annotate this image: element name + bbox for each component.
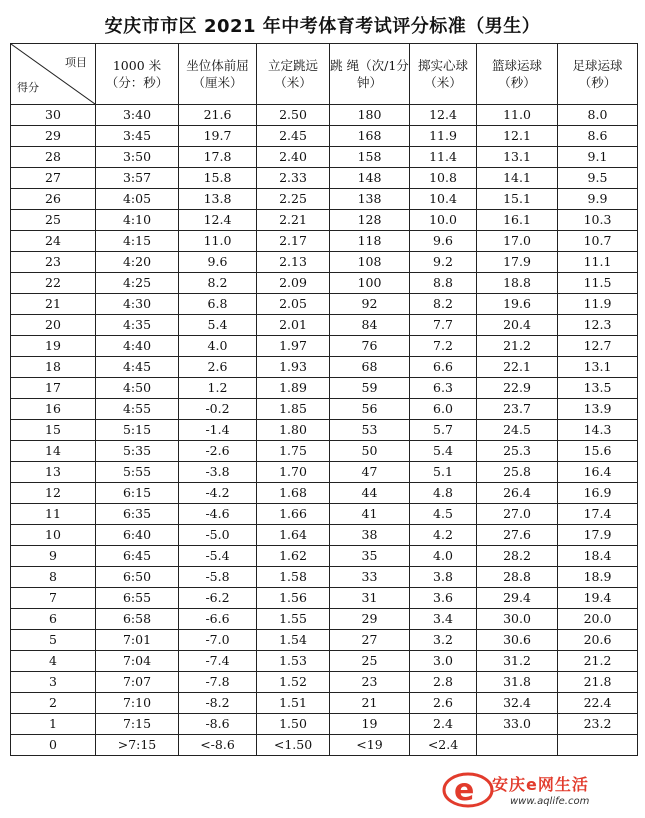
table-cell: 26.4 xyxy=(477,483,558,504)
table-cell: 9.2 xyxy=(410,252,477,273)
table-cell: 6.0 xyxy=(410,399,477,420)
table-cell: 50 xyxy=(330,441,410,462)
table-cell: 1.2 xyxy=(179,378,257,399)
table-cell: -1.4 xyxy=(179,420,257,441)
table-cell: 7:10 xyxy=(96,693,179,714)
table-cell: 11.9 xyxy=(558,294,638,315)
table-row xyxy=(11,735,638,756)
table-cell: 5.1 xyxy=(410,462,477,483)
table-cell: 13.9 xyxy=(558,399,638,420)
score-cell: 21 xyxy=(11,294,96,315)
table-cell: 25.3 xyxy=(477,441,558,462)
table-cell: 7:01 xyxy=(96,630,179,651)
header-row xyxy=(11,44,638,105)
table-cell: 3:57 xyxy=(96,168,179,189)
table-cell: 100 xyxy=(330,273,410,294)
column-header: 坐位体前屈（厘米） xyxy=(179,44,257,105)
table-cell: 4:05 xyxy=(96,189,179,210)
table-cell: 7:07 xyxy=(96,672,179,693)
table-cell: 44 xyxy=(330,483,410,504)
table-cell: 11.0 xyxy=(179,231,257,252)
table-cell: -0.2 xyxy=(179,399,257,420)
table-cell: 22.4 xyxy=(558,693,638,714)
table-cell: 2.17 xyxy=(257,231,330,252)
score-cell: 25 xyxy=(11,210,96,231)
table-cell: 1.75 xyxy=(257,441,330,462)
table-cell: 1.80 xyxy=(257,420,330,441)
table-cell: 1.52 xyxy=(257,672,330,693)
table-cell: 1.62 xyxy=(257,546,330,567)
table-cell: 13.5 xyxy=(558,378,638,399)
table-cell: 11.4 xyxy=(410,147,477,168)
table-cell: 1.56 xyxy=(257,588,330,609)
table-cell: -5.4 xyxy=(179,546,257,567)
score-cell: 3 xyxy=(11,672,96,693)
table-row xyxy=(11,630,638,651)
table-row xyxy=(11,315,638,336)
table-cell: 180 xyxy=(330,105,410,126)
table-cell: 1.53 xyxy=(257,651,330,672)
table-row xyxy=(11,399,638,420)
table-row xyxy=(11,567,638,588)
table-cell: 31 xyxy=(330,588,410,609)
table-cell: 118 xyxy=(330,231,410,252)
table-cell: 17.9 xyxy=(477,252,558,273)
table-cell: 3.2 xyxy=(410,630,477,651)
table-row xyxy=(11,693,638,714)
table-cell: 27.6 xyxy=(477,525,558,546)
table-cell: 21.6 xyxy=(179,105,257,126)
table-cell: 19 xyxy=(330,714,410,735)
table-cell: 13.1 xyxy=(477,147,558,168)
table-cell: 4:50 xyxy=(96,378,179,399)
table-cell: 21.2 xyxy=(477,336,558,357)
table-cell: 20.6 xyxy=(558,630,638,651)
table-row xyxy=(11,231,638,252)
table-cell: 4:40 xyxy=(96,336,179,357)
table-row xyxy=(11,483,638,504)
table-cell: 6:55 xyxy=(96,588,179,609)
table-cell: 11.1 xyxy=(558,252,638,273)
table-cell: 9.5 xyxy=(558,168,638,189)
table-cell: 19.6 xyxy=(477,294,558,315)
score-cell: 19 xyxy=(11,336,96,357)
column-header: 篮球运球（秒） xyxy=(477,44,558,105)
table-cell: 5.4 xyxy=(410,441,477,462)
table-cell: 18.4 xyxy=(558,546,638,567)
score-cell: 14 xyxy=(11,441,96,462)
table-cell: 5:15 xyxy=(96,420,179,441)
table-cell: -4.2 xyxy=(179,483,257,504)
table-cell: 31.8 xyxy=(477,672,558,693)
table-cell: 32.4 xyxy=(477,693,558,714)
table-cell: 2.50 xyxy=(257,105,330,126)
table-cell: -6.2 xyxy=(179,588,257,609)
score-cell: 8 xyxy=(11,567,96,588)
table-cell: 30.0 xyxy=(477,609,558,630)
score-cell: 2 xyxy=(11,693,96,714)
score-cell: 30 xyxy=(11,105,96,126)
table-cell: 1.54 xyxy=(257,630,330,651)
table-cell: -5.8 xyxy=(179,567,257,588)
table-row xyxy=(11,168,638,189)
table-cell: 12.7 xyxy=(558,336,638,357)
table-cell: >7:15 xyxy=(96,735,179,756)
table-cell: 11.0 xyxy=(477,105,558,126)
watermark-logo xyxy=(440,764,640,814)
table-row xyxy=(11,420,638,441)
table-cell: 56 xyxy=(330,399,410,420)
table-cell: 21 xyxy=(330,693,410,714)
table-cell: -7.4 xyxy=(179,651,257,672)
table-row xyxy=(11,294,638,315)
table-row xyxy=(11,672,638,693)
table-cell: 27.0 xyxy=(477,504,558,525)
table-cell: 47 xyxy=(330,462,410,483)
table-cell: 24.5 xyxy=(477,420,558,441)
table-cell: 23.7 xyxy=(477,399,558,420)
table-cell: 9.6 xyxy=(410,231,477,252)
score-cell: 6 xyxy=(11,609,96,630)
table-row xyxy=(11,546,638,567)
watermark-text: 安庆e网生活 xyxy=(492,775,589,794)
table-cell: 1.70 xyxy=(257,462,330,483)
table-cell: 28.2 xyxy=(477,546,558,567)
table-row xyxy=(11,588,638,609)
table-cell: 41 xyxy=(330,504,410,525)
table-row xyxy=(11,504,638,525)
table-row xyxy=(11,336,638,357)
table-row xyxy=(11,525,638,546)
table-cell: 1.97 xyxy=(257,336,330,357)
table-cell: 15.8 xyxy=(179,168,257,189)
table-cell: 3.0 xyxy=(410,651,477,672)
table-cell: 138 xyxy=(330,189,410,210)
table-cell: -7.8 xyxy=(179,672,257,693)
table-cell: 6:50 xyxy=(96,567,179,588)
table-cell: 4.8 xyxy=(410,483,477,504)
table-cell: 92 xyxy=(330,294,410,315)
score-cell: 5 xyxy=(11,630,96,651)
table-cell: 1.93 xyxy=(257,357,330,378)
table-row xyxy=(11,357,638,378)
table-cell: 15.1 xyxy=(477,189,558,210)
table-cell: 10.8 xyxy=(410,168,477,189)
score-cell: 9 xyxy=(11,546,96,567)
table-cell: 4.5 xyxy=(410,504,477,525)
table-cell: 8.2 xyxy=(179,273,257,294)
table-cell: 35 xyxy=(330,546,410,567)
table-row xyxy=(11,378,638,399)
table-cell: 84 xyxy=(330,315,410,336)
table-cell xyxy=(558,735,638,756)
score-cell: 7 xyxy=(11,588,96,609)
table-cell: -6.6 xyxy=(179,609,257,630)
table-cell: <19 xyxy=(330,735,410,756)
table-cell: 4:45 xyxy=(96,357,179,378)
table-cell: 20.4 xyxy=(477,315,558,336)
table-cell: 7.2 xyxy=(410,336,477,357)
table-cell: 8.6 xyxy=(558,126,638,147)
score-cell: 27 xyxy=(11,168,96,189)
table-cell: -3.8 xyxy=(179,462,257,483)
watermark-url: www.aqlife.com xyxy=(510,796,590,807)
corner-header-cell xyxy=(11,44,96,105)
table-row xyxy=(11,651,638,672)
table-cell: 6.8 xyxy=(179,294,257,315)
score-cell: 18 xyxy=(11,357,96,378)
table-cell: 9.9 xyxy=(558,189,638,210)
table-cell: 25 xyxy=(330,651,410,672)
score-cell: 16 xyxy=(11,399,96,420)
table-cell: 18.8 xyxy=(477,273,558,294)
table-cell: 9.1 xyxy=(558,147,638,168)
table-cell: 2.6 xyxy=(179,357,257,378)
table-row xyxy=(11,210,638,231)
table-cell: 2.21 xyxy=(257,210,330,231)
table-cell: 6:40 xyxy=(96,525,179,546)
table-cell: 7.7 xyxy=(410,315,477,336)
table-cell: 4:10 xyxy=(96,210,179,231)
column-header: 掷实心球（米） xyxy=(410,44,477,105)
table-cell: 6:15 xyxy=(96,483,179,504)
table-cell: 1.55 xyxy=(257,609,330,630)
table-cell: 7:15 xyxy=(96,714,179,735)
table-cell: 4:30 xyxy=(96,294,179,315)
score-cell: 22 xyxy=(11,273,96,294)
table-cell: 12.4 xyxy=(179,210,257,231)
table-cell: 53 xyxy=(330,420,410,441)
table-cell: 158 xyxy=(330,147,410,168)
table-cell: 11.5 xyxy=(558,273,638,294)
table-cell: 2.45 xyxy=(257,126,330,147)
table-cell: 18.9 xyxy=(558,567,638,588)
table-cell: 12.3 xyxy=(558,315,638,336)
score-cell: 29 xyxy=(11,126,96,147)
table-cell: <2.4 xyxy=(410,735,477,756)
table-row xyxy=(11,189,638,210)
table-cell: 15.6 xyxy=(558,441,638,462)
table-cell: 6:35 xyxy=(96,504,179,525)
score-cell: 12 xyxy=(11,483,96,504)
table-cell: 1.58 xyxy=(257,567,330,588)
column-header: 足球运球（秒） xyxy=(558,44,638,105)
table-cell: 16.1 xyxy=(477,210,558,231)
table-cell: 22.1 xyxy=(477,357,558,378)
table-cell: 12.1 xyxy=(477,126,558,147)
table-cell: 21.2 xyxy=(558,651,638,672)
table-cell: 10.3 xyxy=(558,210,638,231)
table-cell: 4:25 xyxy=(96,273,179,294)
table-cell: 2.8 xyxy=(410,672,477,693)
column-header: 1000 米（分：秒） xyxy=(96,44,179,105)
table-cell: -8.2 xyxy=(179,693,257,714)
table-row xyxy=(11,105,638,126)
table-cell: 25.8 xyxy=(477,462,558,483)
svg-text:e: e xyxy=(454,773,475,808)
table-cell: 1.51 xyxy=(257,693,330,714)
table-cell: 17.8 xyxy=(179,147,257,168)
table-cell: 38 xyxy=(330,525,410,546)
table-cell: 76 xyxy=(330,336,410,357)
table-cell: 9.6 xyxy=(179,252,257,273)
table-row xyxy=(11,462,638,483)
table-cell: 4:35 xyxy=(96,315,179,336)
table-cell: 23.2 xyxy=(558,714,638,735)
score-cell: 0 xyxy=(11,735,96,756)
table-cell: 1.68 xyxy=(257,483,330,504)
table-cell: 3:45 xyxy=(96,126,179,147)
table-cell: 4.2 xyxy=(410,525,477,546)
corner-score-label: 得分 xyxy=(17,81,39,94)
table-cell: 2.09 xyxy=(257,273,330,294)
table-cell: 33 xyxy=(330,567,410,588)
table-cell: 2.40 xyxy=(257,147,330,168)
table-cell: 16.9 xyxy=(558,483,638,504)
score-cell: 15 xyxy=(11,420,96,441)
table-cell: -7.0 xyxy=(179,630,257,651)
table-cell: 2.4 xyxy=(410,714,477,735)
table-row xyxy=(11,609,638,630)
table-cell: 6.6 xyxy=(410,357,477,378)
table-cell: 5.4 xyxy=(179,315,257,336)
score-cell: 28 xyxy=(11,147,96,168)
table-cell: 5:35 xyxy=(96,441,179,462)
e-logo-icon xyxy=(440,764,500,814)
table-cell: 2.33 xyxy=(257,168,330,189)
table-cell: 29 xyxy=(330,609,410,630)
table-row xyxy=(11,714,638,735)
score-cell: 23 xyxy=(11,252,96,273)
table-cell: <1.50 xyxy=(257,735,330,756)
corner-item-label: 项目 xyxy=(65,56,87,69)
table-cell: 4:15 xyxy=(96,231,179,252)
table-cell: 10.0 xyxy=(410,210,477,231)
table-cell: 3.4 xyxy=(410,609,477,630)
table-cell: 17.9 xyxy=(558,525,638,546)
table-row xyxy=(11,441,638,462)
table-cell: 2.25 xyxy=(257,189,330,210)
table-cell: 168 xyxy=(330,126,410,147)
table-cell: 20.0 xyxy=(558,609,638,630)
table-cell: 6:58 xyxy=(96,609,179,630)
table-cell: 3.8 xyxy=(410,567,477,588)
column-header: 跳 绳（次/1分钟） xyxy=(330,44,410,105)
table-cell: -4.6 xyxy=(179,504,257,525)
table-cell: 108 xyxy=(330,252,410,273)
table-row xyxy=(11,126,638,147)
table-cell: 12.4 xyxy=(410,105,477,126)
table-cell: 4.0 xyxy=(179,336,257,357)
table-cell: 1.64 xyxy=(257,525,330,546)
score-cell: 17 xyxy=(11,378,96,399)
table-cell: 148 xyxy=(330,168,410,189)
table-cell: 6.3 xyxy=(410,378,477,399)
table-cell: 8.8 xyxy=(410,273,477,294)
table-cell: 1.66 xyxy=(257,504,330,525)
table-cell: 16.4 xyxy=(558,462,638,483)
column-header: 立定跳远（米） xyxy=(257,44,330,105)
table-cell: 33.0 xyxy=(477,714,558,735)
table-cell: 6:45 xyxy=(96,546,179,567)
table-cell: -5.0 xyxy=(179,525,257,546)
table-cell xyxy=(477,735,558,756)
table-cell: 31.2 xyxy=(477,651,558,672)
table-cell: 1.85 xyxy=(257,399,330,420)
table-cell: 30.6 xyxy=(477,630,558,651)
table-cell: 14.1 xyxy=(477,168,558,189)
table-cell: 8.0 xyxy=(558,105,638,126)
table-cell: 13.1 xyxy=(558,357,638,378)
page-title: 安庆市市区 2021 年中考体育考试评分标准（男生） xyxy=(104,16,541,37)
table-cell: 13.8 xyxy=(179,189,257,210)
score-cell: 4 xyxy=(11,651,96,672)
table-cell: 128 xyxy=(330,210,410,231)
table-row xyxy=(11,252,638,273)
table-cell: 4.0 xyxy=(410,546,477,567)
table-cell: 4:55 xyxy=(96,399,179,420)
table-cell: 2.13 xyxy=(257,252,330,273)
table-cell: 10.7 xyxy=(558,231,638,252)
table-cell: 68 xyxy=(330,357,410,378)
table-cell: 8.2 xyxy=(410,294,477,315)
table-cell: -8.6 xyxy=(179,714,257,735)
table-cell: 19.4 xyxy=(558,588,638,609)
table-row xyxy=(11,273,638,294)
table-body xyxy=(11,105,638,756)
table-cell: 14.3 xyxy=(558,420,638,441)
score-cell: 1 xyxy=(11,714,96,735)
score-cell: 20 xyxy=(11,315,96,336)
table-cell: 19.7 xyxy=(179,126,257,147)
table-cell: 28.8 xyxy=(477,567,558,588)
table-cell: 1.89 xyxy=(257,378,330,399)
table-cell: 2.05 xyxy=(257,294,330,315)
table-cell: 7:04 xyxy=(96,651,179,672)
table-cell: 29.4 xyxy=(477,588,558,609)
table-cell: 3:40 xyxy=(96,105,179,126)
table-cell: 17.4 xyxy=(558,504,638,525)
table-cell: 3.6 xyxy=(410,588,477,609)
scoring-table xyxy=(10,43,638,756)
table-cell: 1.50 xyxy=(257,714,330,735)
score-cell: 13 xyxy=(11,462,96,483)
table-cell: 27 xyxy=(330,630,410,651)
table-cell: 11.9 xyxy=(410,126,477,147)
table-cell: 5.7 xyxy=(410,420,477,441)
score-cell: 24 xyxy=(11,231,96,252)
score-cell: 10 xyxy=(11,525,96,546)
table-cell: 10.4 xyxy=(410,189,477,210)
table-cell: 2.01 xyxy=(257,315,330,336)
table-cell: -2.6 xyxy=(179,441,257,462)
table-cell: 4:20 xyxy=(96,252,179,273)
table-cell: 5:55 xyxy=(96,462,179,483)
table-cell: 3:50 xyxy=(96,147,179,168)
table-cell: 23 xyxy=(330,672,410,693)
score-cell: 11 xyxy=(11,504,96,525)
table-cell: 59 xyxy=(330,378,410,399)
table-cell: 21.8 xyxy=(558,672,638,693)
table-row xyxy=(11,147,638,168)
table-cell: <-8.6 xyxy=(179,735,257,756)
table-cell: 2.6 xyxy=(410,693,477,714)
table-cell: 22.9 xyxy=(477,378,558,399)
score-cell: 26 xyxy=(11,189,96,210)
table-cell: 17.0 xyxy=(477,231,558,252)
